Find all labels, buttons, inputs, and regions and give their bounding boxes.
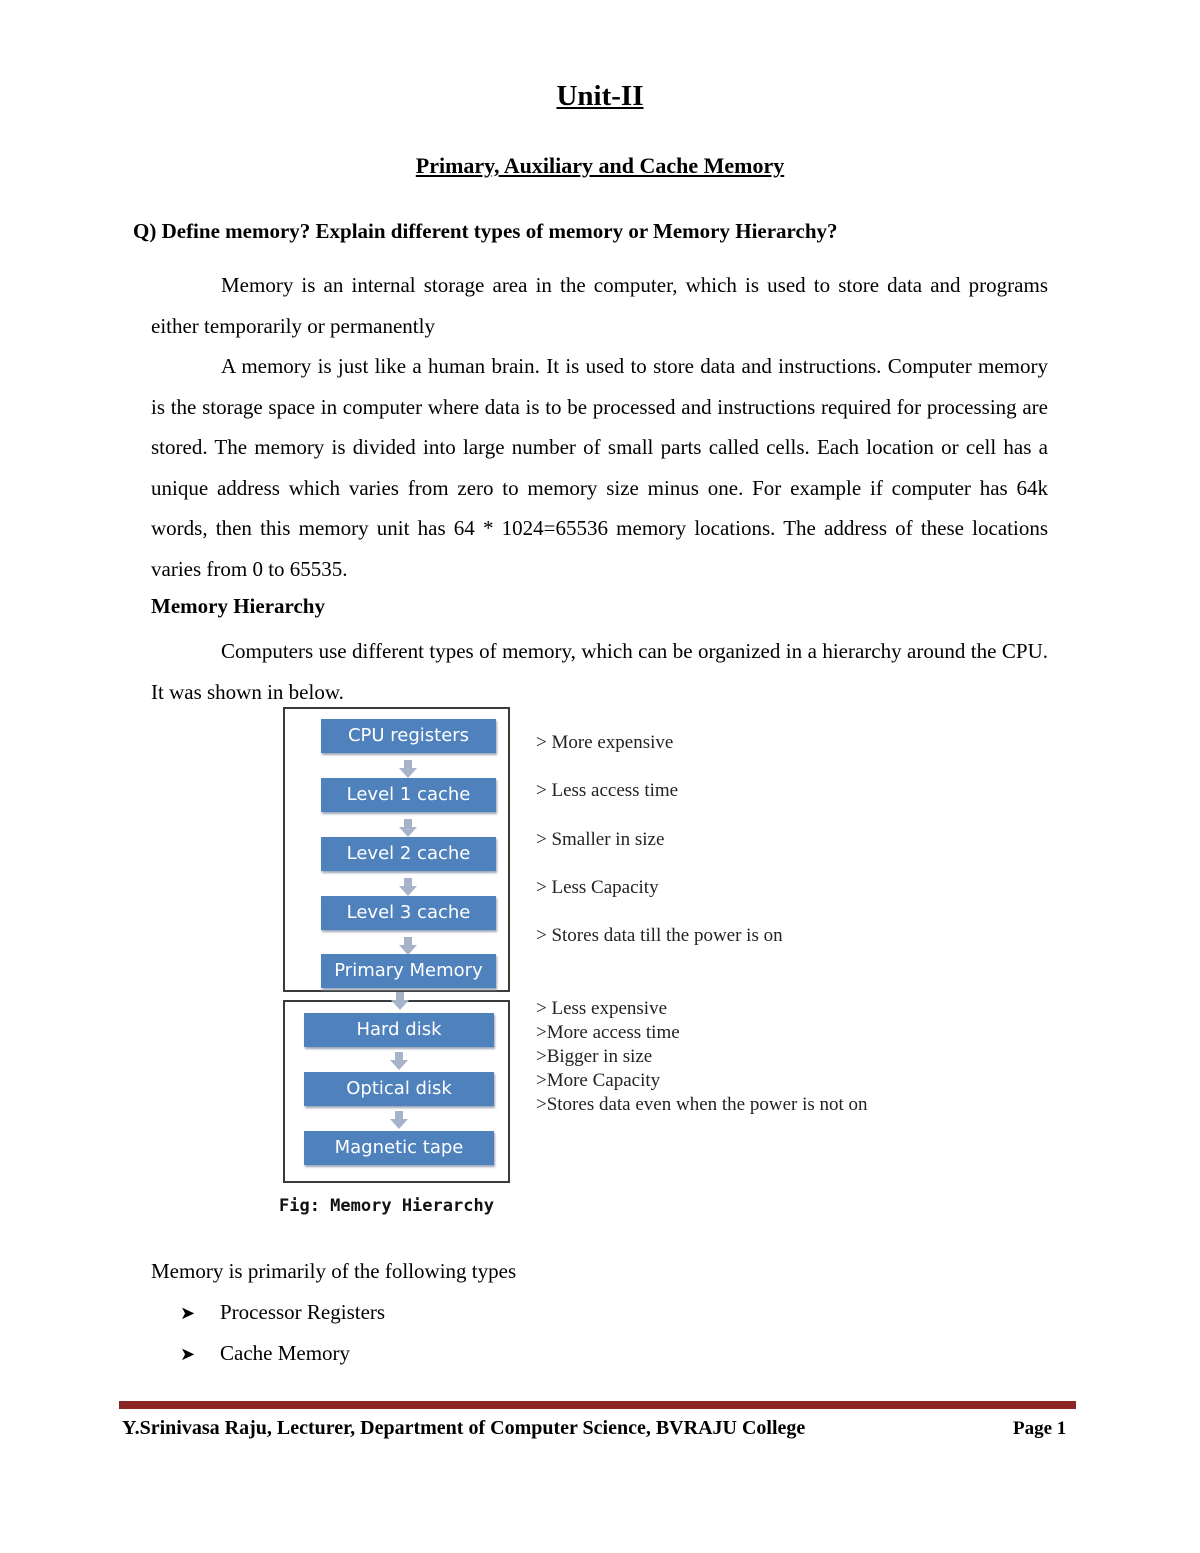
note-stores-till-power-on: > Stores data till the power is on bbox=[536, 925, 783, 946]
note-more-capacity: >More Capacity bbox=[536, 1070, 661, 1091]
paragraph-hierarchy: Computers use different types of memory, which can be organized in a hierarchy around the CPU. It was shown in below. bbox=[151, 639, 1048, 704]
block-magnetic-tape: Magnetic tape bbox=[304, 1131, 494, 1165]
figure-caption: Fig: Memory Hierarchy bbox=[279, 1196, 494, 1216]
list-item bbox=[180, 1341, 350, 1366]
page-number: Page 1 bbox=[1013, 1418, 1067, 1439]
down-arrow-icon bbox=[390, 1119, 408, 1129]
block-level-3-cache: Level 3 cache bbox=[321, 896, 496, 930]
arrowhead-bullet-icon: ➤ bbox=[180, 1303, 196, 1324]
down-arrow-icon bbox=[399, 886, 417, 896]
types-intro: Memory is primarily of the following types bbox=[151, 1259, 517, 1283]
note-less-capacity: > Less Capacity bbox=[536, 877, 659, 898]
note-stores-even-power-off: >Stores data even when the power is not on bbox=[536, 1094, 868, 1115]
arrowhead-bullet-icon: ➤ bbox=[180, 1344, 196, 1365]
list-item-label: Cache Memory bbox=[220, 1341, 351, 1365]
question-heading: Q) Define memory? Explain different types of memory or Memory Hierarchy? bbox=[133, 219, 838, 243]
note-less-expensive: > Less expensive bbox=[536, 998, 668, 1019]
paragraph-brain: A memory is just like a human brain. It is used to store data and instructions. Computer memory is the storage space in computer where data is to be processed and instructions required for processing are stored. The memory is divided into large number of small parts called cells. Each location or cell has a unique address which varies from zero to memory size minus one. For example if computer has 64k words, then this memory unit has 64 * 1024=65536 memory locations. The address of these locations varies from 0 to 65535. bbox=[151, 354, 1048, 581]
block-primary-memory: Primary Memory bbox=[321, 954, 496, 988]
down-arrow-icon bbox=[390, 1060, 408, 1070]
down-arrow-icon bbox=[399, 768, 417, 778]
list-item bbox=[180, 1300, 385, 1325]
note-smaller-in-size: > Smaller in size bbox=[536, 829, 665, 850]
footer-divider bbox=[119, 1401, 1076, 1409]
block-level-1-cache: Level 1 cache bbox=[321, 778, 496, 812]
block-optical-disk: Optical disk bbox=[304, 1072, 494, 1106]
footer-author: Y.Srinivasa Raju, Lecturer, Department of Computer Science, BVRAJU College bbox=[122, 1417, 806, 1439]
memory-hierarchy-heading: Memory Hierarchy bbox=[151, 594, 325, 618]
block-hard-disk: Hard disk bbox=[304, 1013, 494, 1047]
block-cpu-registers: CPU registers bbox=[321, 719, 496, 753]
down-arrow-icon bbox=[399, 827, 417, 837]
note-bigger-in-size: >Bigger in size bbox=[536, 1046, 653, 1067]
section-subtitle: Primary, Auxiliary and Cache Memory bbox=[415, 153, 785, 178]
down-arrow-icon bbox=[391, 1000, 409, 1010]
paragraph-definition: Memory is an internal storage area in the computer, which is used to store data and programs either temporarily or permanently bbox=[151, 273, 1048, 338]
note-more-access-time: >More access time bbox=[536, 1022, 680, 1043]
unit-title: Unit-II bbox=[556, 80, 644, 112]
block-level-2-cache: Level 2 cache bbox=[321, 837, 496, 871]
note-more-expensive: > More expensive bbox=[536, 732, 674, 753]
list-item-label: Processor Registers bbox=[220, 1300, 386, 1324]
note-less-access-time: > Less access time bbox=[536, 780, 679, 801]
